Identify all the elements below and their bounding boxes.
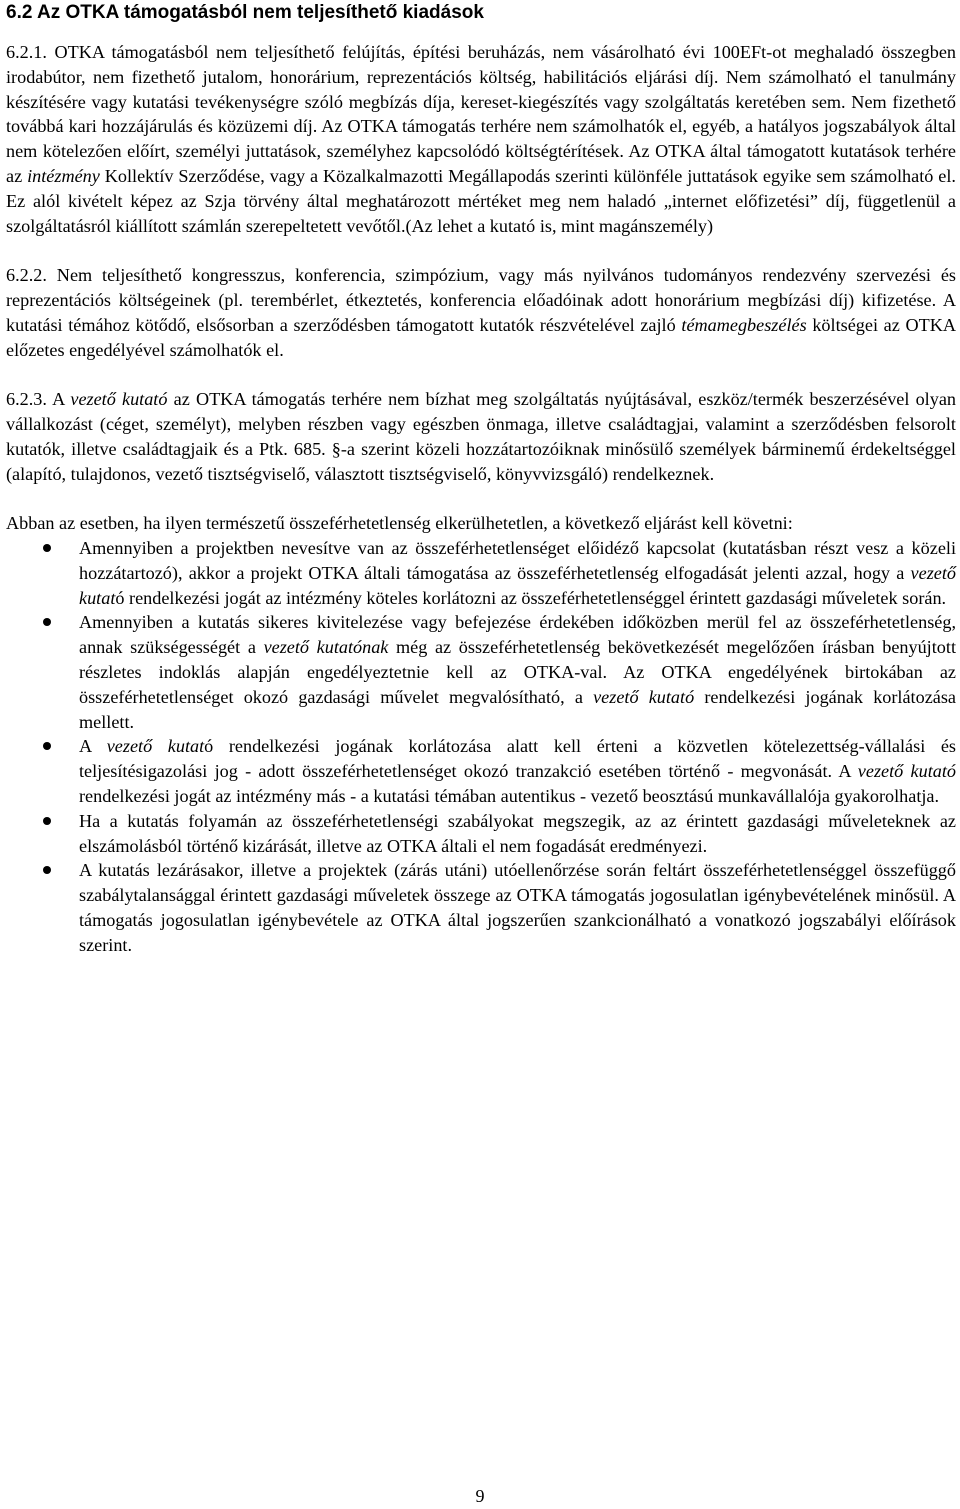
section-heading: 6.2 Az OTKA támogatásból nem teljesíthető kiadások [6,2,484,23]
bullet-icon [43,866,51,874]
list-item-emphasis: vezető kutató [857,761,956,782]
procedure-list [6,536,956,958]
list-item-text: Amennyiben a projektben nevesítve van az összeférhetetlenséget előidéző kapcsolat (kutatásban részt vesz a közeli hozzátartozó), akkor a projekt OTKA általi támogatása az összeférhetetlenség elfogadását jelenti azzal, hogy a [79,537,956,583]
list-item [6,734,956,808]
list-item-text: még az összeférhetetlenség bekövetkezését megelőzően írásban benyújtott részletes indoklás alapján engedélyeztetnie kell az OTKA-val. Az OTKA engedélyének birtokában az összeférhetetlenséget okozó gazdasági művelet megvalósítható, a [79,637,956,707]
list-item-emphasis: vezető kutató [593,686,695,707]
document-body [6,40,956,957]
list-item-text: rendelkezési jogát az intézmény más - a kutatási témában autentikus - vezető beosztású munkavállalója gyakorolhatja. [79,785,940,806]
paragraph-6-2-1 [6,40,956,238]
paragraph-gap [6,238,956,263]
paragraph-6-2-2 [6,263,956,362]
paragraph-6-2-1-text-a: 6.2.1. OTKA támogatásból nem teljesíthető felújítás, építési beruházás, nem vásárolható évi 100EFt-ot meghaladó összegben irodabútor, nem fizethető jutalom, honorárium, reprezentációs költség, habilitációs eljárási díj. Nem számolható el tanulmány készítésére vagy kutatási tevékenységre szóló megbízás díja, kereset-kiegészítés vagy szolgáltatás keretében sem. Nem fizethető továbbá kari hozzájárulás és közüzemi díj. Az OTKA támogatás terhére nem számolhatók el, egyéb, a hatályos jogszabályok által nem kötelezően előírt, személyi juttatások, személyhez kapcsolódó költségtérítések. Az OTKA által támogatott kutatások terhére az [6,42,956,186]
paragraph-6-2-3 [6,387,956,486]
bullet-icon [43,544,51,552]
bullet-icon [43,742,51,750]
paragraph-gap [6,486,956,511]
page-number: 9 [475,1486,485,1506]
list-item [6,610,956,734]
list-item-text: Ha a kutatás folyamán az összeférhetetlenségi szabályokat megszegik, az az érintett gazdasági műveleteknek az elszámolásból történő kizárását, illetve az OTKA általi el nem fogadását eredményezi. [79,810,956,856]
list-item [6,858,956,957]
paragraph-6-2-2-text-c: költségei az OTKA előzetes engedélyével számolhatók el. [6,314,956,360]
paragraph-procedure-intro: Abban az esetben, ha ilyen természetű összeférhetetlenség elkerülhetetlen, a következő eljárást kell követni: [6,513,793,534]
paragraph-6-2-1-emphasis: intézmény [27,165,100,186]
list-item [6,809,956,859]
paragraph-gap [6,362,956,387]
paragraph-6-2-1-text-c: Kollektív Szerződése, vagy a Közalkalmazotti Megállapodás szerinti különféle juttatások egyike sem számolható el. Ez alól kivételt képez az Szja törvény által meghatározott mértéket meg nem haladó „internet előfizetési” díj, függetlenül a szolgáltatásról kiállított számlán szerepeltetett vevőtől.(Az lehet a kutató is, mint magánszemély) [6,165,956,236]
bullet-icon [43,817,51,825]
list-item-emphasis: vezető kutat [79,562,956,608]
paragraph-6-2-3-text-c: az OTKA támogatás terhére nem bízhat meg szolgáltatás nyújtásával, eszköz/termék beszerzésével olyan vállalkozást (céget, személyt), melyben részben vagy egészben önmaga, illetve családtagjai, valamint a szerződésben felsorolt kutatók, illetve családtagjaik és a Ptk. 685. §-a szerint közeli hozzátartozóiknak minősülő személyek bárminemű érdekeltséggel (alapító, tulajdonos, vezető tisztségviselő, választott tisztségviselő, könyvvizsgáló) rendelkeznek. [6,389,956,484]
paragraph-6-2-2-text-a: 6.2.2. Nem teljesíthető kongresszus, konferencia, szimpózium, vagy más nyilvános tudományos rendezvény szervezési és reprezentációs költségeinek (pl. terembérlet, étkeztetés, konferencia előadóinak adott honorárium megbízási díj) kifizetése. A kutatási témához kötődő, elsősorban a szerződésben támogatott kutatók részvételével zajló [6,265,956,335]
paragraph-6-2-3-text-a: 6.2.3. A [6,389,71,410]
list-item-text: ó rendelkezési jogát az intézmény köteles korlátozni az összeférhetetlenséggel érintett gazdasági műveletek során. [115,587,947,608]
list-item-text: Amennyiben a kutatás sikeres kivitelezése vagy befejezése érdekében időközben merül fel az összeférhetetlenség, annak szükségességét a [79,612,956,658]
list-item-emphasis: vezető kutatónak [263,637,389,658]
list-item-text: A kutatás lezárásakor, illetve a projektek (zárás utáni) utóellenőrzése során feltárt összeférhetetlenséggel összefüggő szabálytalansággal érintett gazdasági műveletek összege az OTKA támogatás jogosulatlan igénybevételének minősül. A támogatás jogosulatlan igénybevétele az OTKA által jogszerűen szankcionálható a vonatkozó jogszabályi előírások szerint. [79,860,956,955]
list-item-text: A [79,736,107,757]
list-item-text: ó rendelkezési jogának korlátozása alatt kell érteni a közvetlen kötelezettség-vállalási és teljesítésigazolási jog - adott összeférhetetlenséget okozó tranzakció esetében történő - megvonását. A [79,736,956,782]
list-item-emphasis: vezető kutat [106,736,205,757]
list-item-text: rendelkezési jogának korlátozása mellett. [79,686,957,732]
bullet-icon [43,618,51,626]
paragraph-6-2-3-emphasis: vezető kutató [70,389,168,410]
paragraph-6-2-2-emphasis: témamegbeszélés [681,314,807,335]
list-item [6,536,956,610]
